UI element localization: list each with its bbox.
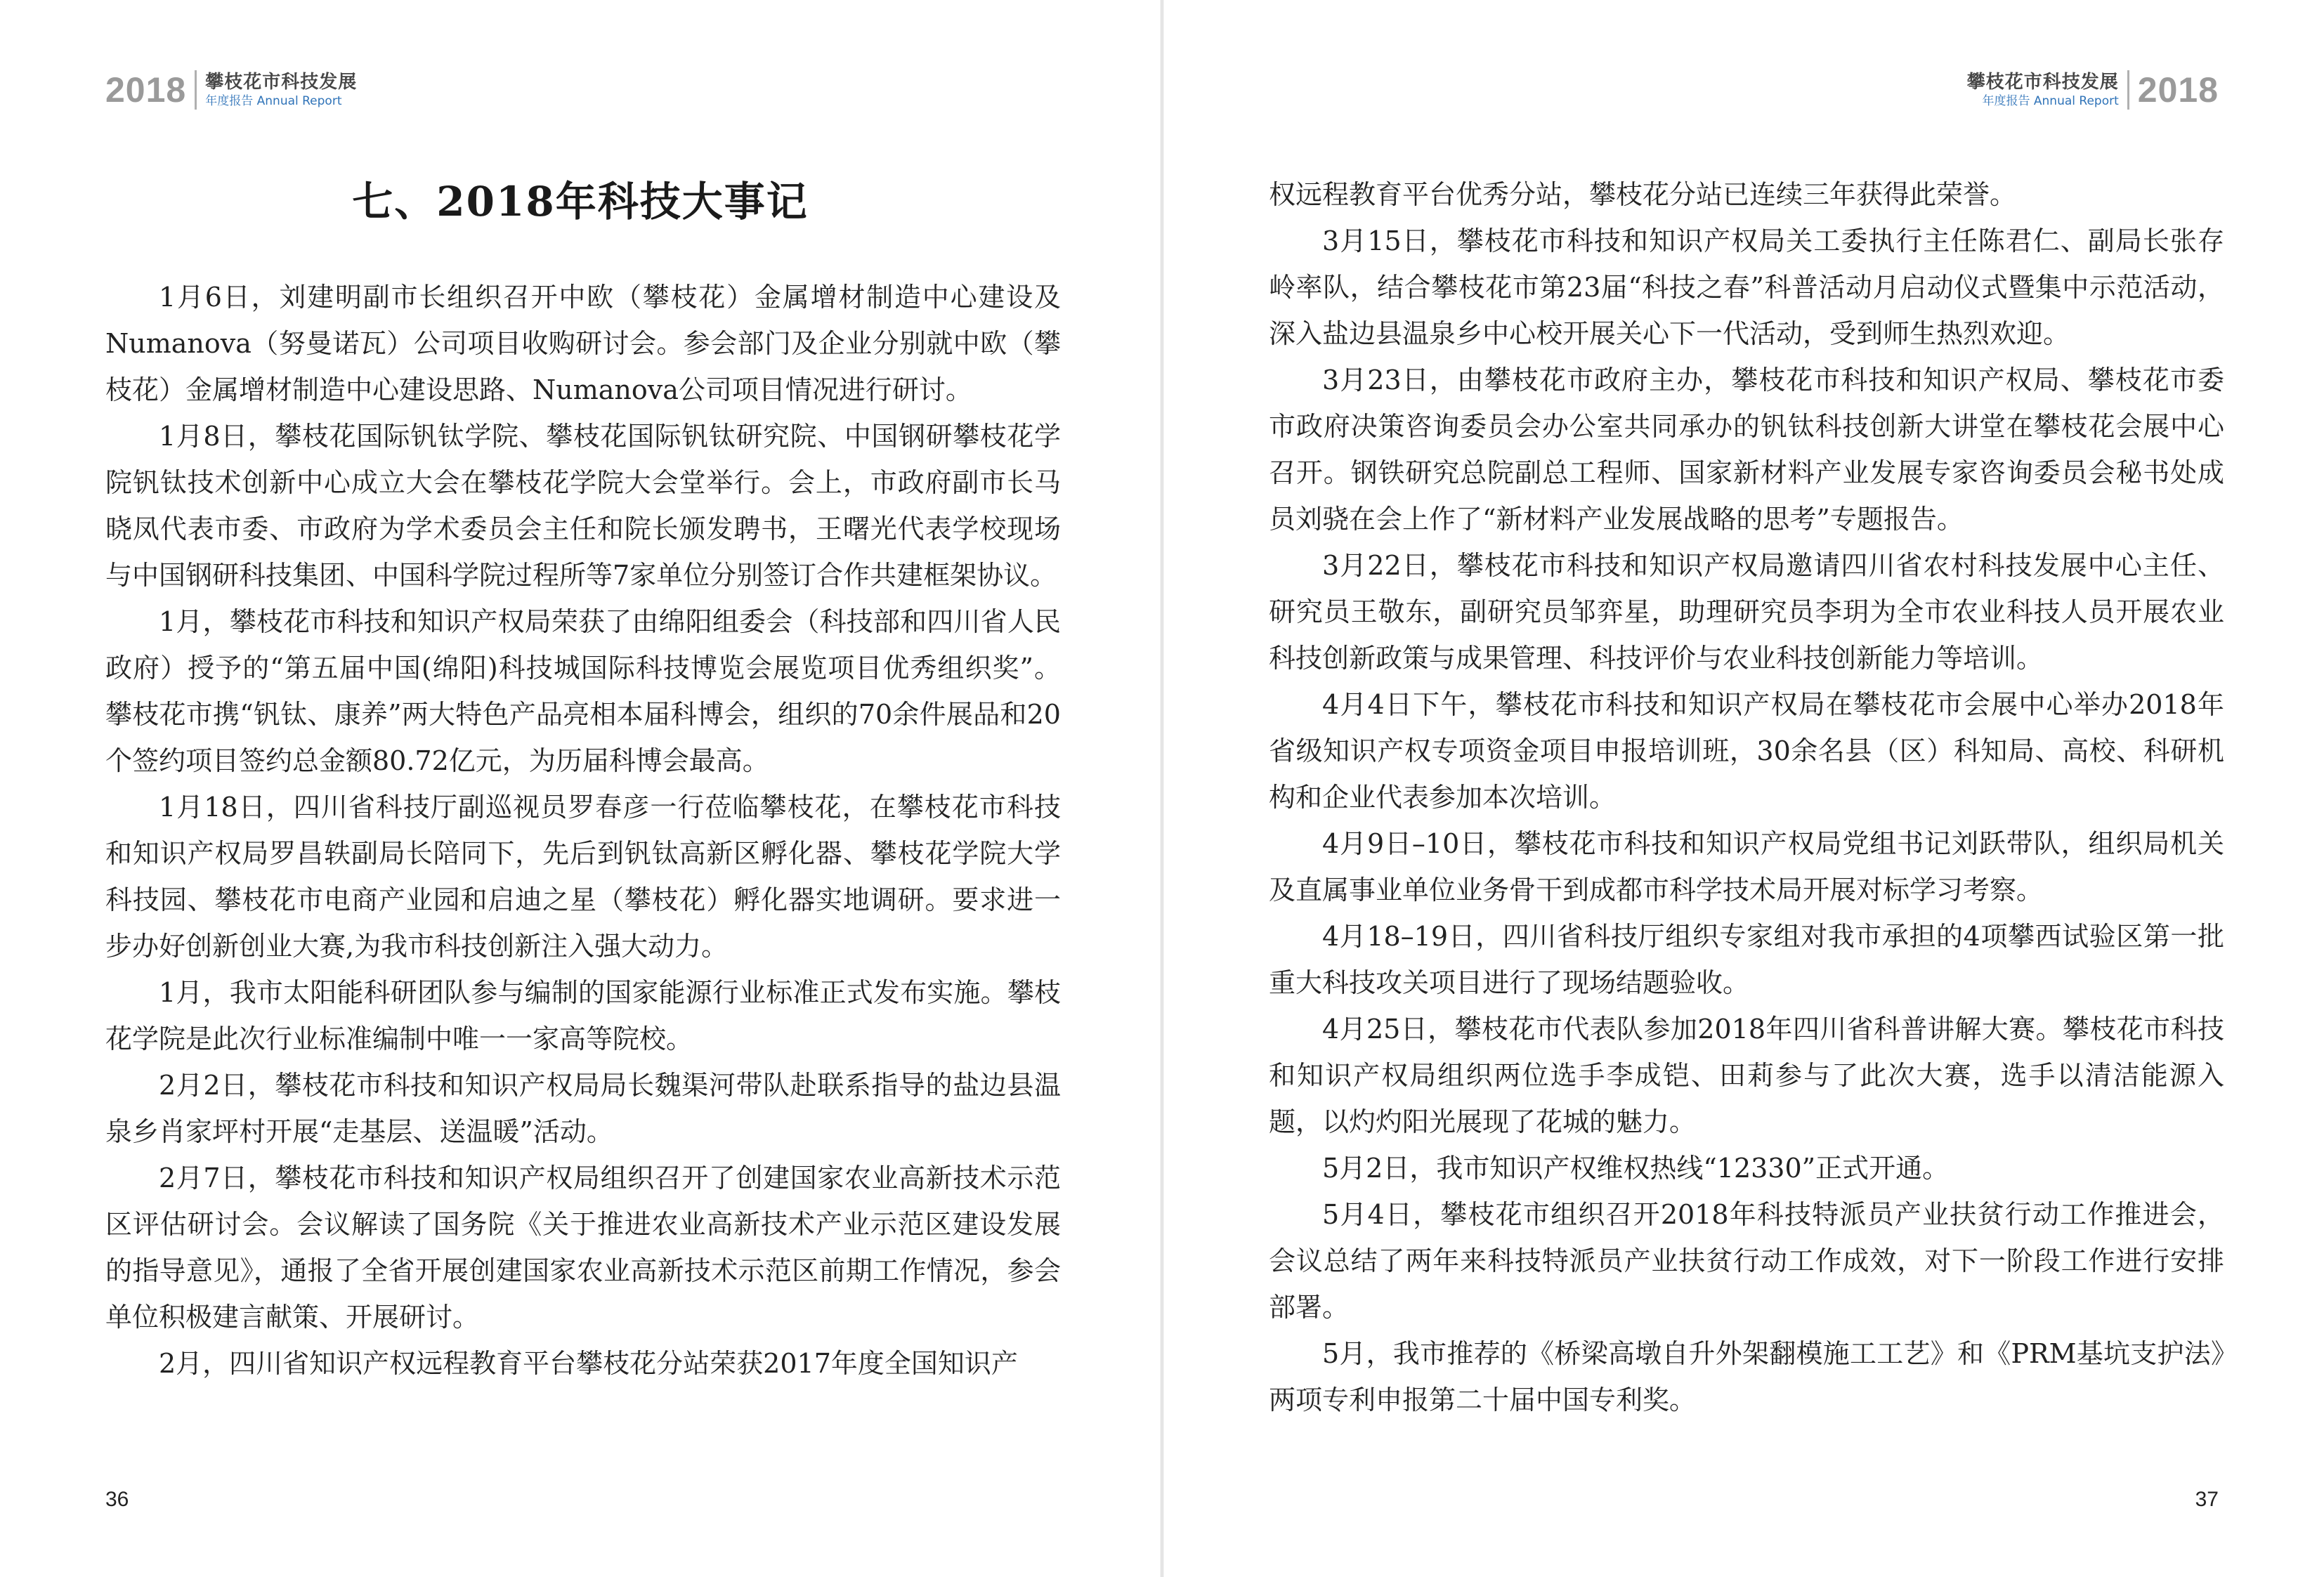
paragraph: 4月18–19日，四川省科技厅组织专家组对我市承担的4项攀西试验区第一批重大科技攻关项目进行了现场结题验收。 [1269, 921, 2224, 998]
paragraph: 3月23日，由攀枝花市政府主办，攀枝花市科技和知识产权局、攀枝花市委市政府决策咨询委员会办公室共同承办的钒钛科技创新大讲堂在攀枝花会展中心召开。钢铁研究总院副总工程师、国家新材料产业发展专家咨询委员会秘书处成员刘骁在会上作了“新材料产业发展战略的思考”专题报告。 [1269, 365, 2224, 535]
header-subtitle: 年度报告 Annual Report [205, 93, 342, 108]
paragraph: 4月4日下午，攀枝花市科技和知识产权局在攀枝花市会展中心举办2018年省级知识产权专项资金项目申报培训班，30余名县（区）科知局、高校、科研机构和企业代表参加本次培训。 [1269, 689, 2224, 813]
header-text [1967, 73, 2119, 107]
left-page [0, 0, 1161, 1577]
left-page-body [105, 274, 1061, 1387]
report-header [105, 67, 357, 112]
paragraph: 4月9日–10日，攀枝花市科技和知识产权局党组书记刘跃带队，组织局机关及直属事业单位业务骨干到成都市科学技术局开展对标学习考察。 [1269, 828, 2224, 905]
paragraph: 1月6日，刘建明副市长组织召开中欧（攀枝花）金属增材制造中心建设及Numanova（努曼诺瓦）公司项目收购研讨会。参会部门及企业分别就中欧（攀枝花）金属增材制造中心建设思路、Numanova公司项目情况进行研讨。 [105, 282, 1061, 405]
right-page-body [1269, 171, 2224, 1423]
paragraph: 2月7日，攀枝花市科技和知识产权局组织召开了创建国家农业高新技术示范区评估研讨会。会议解读了国务院《关于推进农业高新技术产业示范区建设发展的指导意见》，通报了全省开展创建国家农业高新技术示范区前期工作情况，参会单位积极建言献策、开展研讨。 [105, 1163, 1061, 1333]
section-title: 七、2018年科技大事记 [352, 178, 809, 225]
right-page [1163, 0, 2324, 1577]
paragraph: 5月2日，我市知识产权维权热线“12330”正式开通。 [1322, 1153, 1950, 1184]
paragraph: 1月，我市太阳能科研团队参与编制的国家能源行业标准正式发布实施。攀枝花学院是此次行业标准编制中唯一一家高等院校。 [105, 977, 1061, 1054]
page-number: 36 [105, 1488, 129, 1511]
header-divider [195, 70, 197, 110]
continued-paragraph: 权远程教育平台优秀分站，攀枝花分站已连续三年获得此荣誉。 [1269, 179, 2017, 210]
header-title: 攀枝花市科技发展 [205, 71, 358, 93]
header-subtitle: 年度报告 Annual Report [1982, 93, 2119, 108]
header-title: 攀枝花市科技发展 [1966, 71, 2119, 93]
header-year: 2018 [105, 70, 187, 110]
header-divider [2127, 70, 2129, 110]
paragraph: 2月2日，攀枝花市科技和知识产权局局长魏渠河带队赴联系指导的盐边县温泉乡肖家坪村开展“走基层、送温暖”活动。 [105, 1070, 1061, 1147]
paragraph: 1月8日，攀枝花国际钒钛学院、攀枝花国际钒钛研究院、中国钢研攀枝花学院钒钛技术创新中心成立大会在攀枝花学院大会堂举行。会上，市政府副市长马晓凤代表市委、市政府为学术委员会主任和院长颁发聘书，王曙光代表学校现场与中国钢研科技集团、中国科学院过程所等7家单位分别签订合作共建框架协议。 [105, 421, 1061, 591]
paragraph: 1月，攀枝花市科技和知识产权局荣获了由绵阳组委会（科技部和四川省人民政府）授予的“第五届中国(绵阳)科技城国际科技博览会展览项目优秀组织奖”。攀枝花市携“钒钛、康养”两大特色产品亮相本届科博会，组织的70余件展品和20个签约项目签约总金额80.72亿元，为历届科博会最高。 [105, 606, 1061, 776]
report-header [1967, 67, 2219, 112]
page-number: 37 [2195, 1488, 2219, 1511]
header-text [205, 73, 357, 107]
paragraph: 5月4日，攀枝花市组织召开2018年科技特派员产业扶贫行动工作推进会，会议总结了两年来科技特派员产业扶贫行动工作成效，对下一阶段工作进行安排部署。 [1269, 1199, 2224, 1323]
paragraph: 2月，四川省知识产权远程教育平台攀枝花分站荣获2017年度全国知识产 [159, 1348, 1018, 1379]
paragraph: 4月25日，攀枝花市代表队参加2018年四川省科普讲解大赛。攀枝花市科技和知识产权局组织两位选手李成铠、田莉参与了此次大赛，选手以清洁能源入题，以灼灼阳光展现了花城的魅力。 [1269, 1014, 2224, 1137]
paragraph: 3月22日，攀枝花市科技和知识产权局邀请四川省农村科技发展中心主任、研究员王敬东，副研究员邹弈星，助理研究员李玥为全市农业科技人员开展农业科技创新政策与成果管理、科技评价与农业科技创新能力等培训。 [1269, 550, 2224, 674]
paragraph: 5月，我市推荐的《桥梁高墩自升外架翻模施工工艺》和《PRM基坑支护法》两项专利申报第二十届中国专利奖。 [1269, 1338, 2224, 1415]
header-year: 2018 [2137, 70, 2219, 110]
paragraph: 1月18日，四川省科技厅副巡视员罗春彦一行莅临攀枝花，在攀枝花市科技和知识产权局罗昌轶副局长陪同下，先后到钒钛高新区孵化器、攀枝花学院大学科技园、攀枝花市电商产业园和启迪之星（攀枝花）孵化器实地调研。要求进一步办好创新创业大赛,为我市科技创新注入强大动力。 [105, 792, 1061, 962]
paragraph: 3月15日，攀枝花市科技和知识产权局关工委执行主任陈君仁、副局长张存岭率队，结合攀枝花市第23届“科技之春”科普活动月启动仪式暨集中示范活动，深入盐边县温泉乡中心校开展关心下一代活动，受到师生热烈欢迎。 [1269, 225, 2224, 349]
